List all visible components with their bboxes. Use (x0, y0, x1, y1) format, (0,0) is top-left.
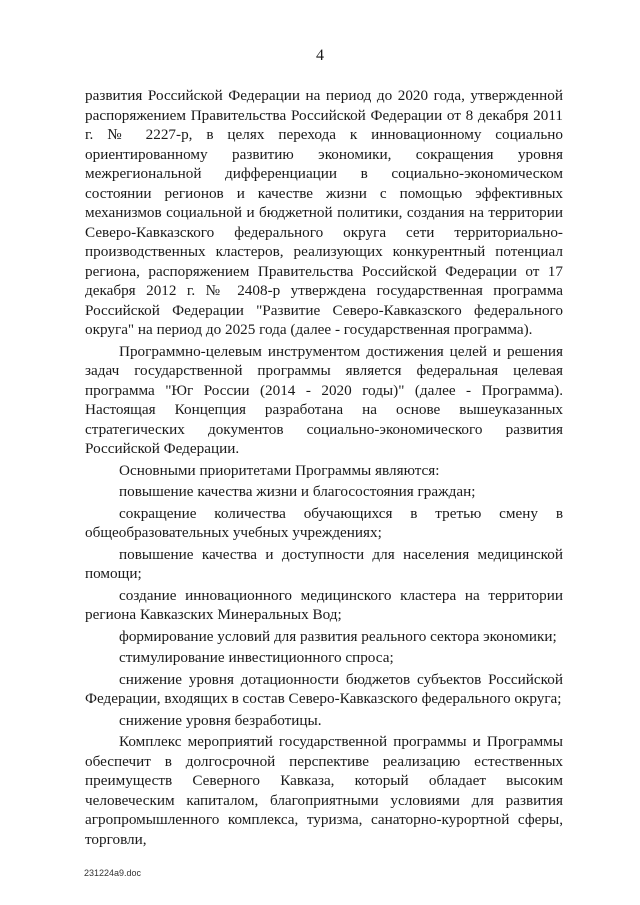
page-number: 4 (316, 47, 324, 64)
paragraph-measures-complex: Комплекс мероприятий государственной программы и Программы обеспечит в долгосрочной перспективе реализацию естественных преимуществ Северного Кавказа, который обладает высоким человеческим капиталом, благоприятными условиями для развития агропромышленного комплекса, туризма, санаторно-курортной сферы, торговли, (85, 733, 563, 848)
paragraph-program-instrument: Программно-целевым инструментом достижения целей и решения задач государственной программы является федеральная целевая программа "Юг России (2014 - 2020 годы)" (далее - Программа). Настоящая Концепция разработана на основе вышеуказанных стратегических документов социально-экономического развития Российской Федерации. (85, 342, 563, 457)
paragraph-continuation: развития Российской Федерации на период до 2020 года, утвержденной распоряжением Правительства Российской Федерации от 8 декабря 2011 г. № 2227-р, в целях перехода к инновационному социально ориентированному развитию экономики, сокращения уровня межрегиональной дифференциации в социально-экономическом состоянии регионов и качестве жизни с помощью эффективных механизмов социальной и бюджетной политики, создания на территории Северо-Кавказского федерального округа сети территориально-производственных кластеров, реализующих конкурентный потенциал региона, распоряжением Правительства Российской Федерации от 17 декабря 2012 г. № 2408-р утверждена государственная программа Российской Федерации "Развитие Северо-Кавказского федерального округа" на период до 2025 года (далее - государственная программа). (85, 87, 563, 338)
priority-item-unemployment: снижение уровня безработицы. (119, 711, 322, 729)
priority-item-third-shift: сокращение количества обучающихся в третью смену в общеобразовательных учебных учреждениях; (85, 504, 563, 541)
document-body (85, 86, 563, 849)
priority-item-medical-cluster: создание инновационного медицинского кластера на территории региона Кавказских Минеральных Вод; (85, 586, 563, 623)
priority-item-subsidy-reduction: снижение уровня дотационности бюджетов субъектов Российской Федерации, входящих в состав Северо-Кавказского федерального округа; (85, 670, 563, 707)
priority-item-real-sector: формирование условий для развития реального сектора экономики; (119, 627, 557, 645)
paragraph-priorities-intro: Основными приоритетами Программы являются: (119, 461, 440, 479)
priority-item-quality-of-life: повышение качества жизни и благосостояния граждан; (119, 483, 476, 500)
priority-item-investment-demand: стимулирование инвестиционного спроса; (119, 649, 394, 666)
file-name-footer: 231224a9.doc (84, 868, 142, 878)
priority-item-medical-care: повышение качества и доступности для населения медицинской помощи; (85, 545, 563, 582)
